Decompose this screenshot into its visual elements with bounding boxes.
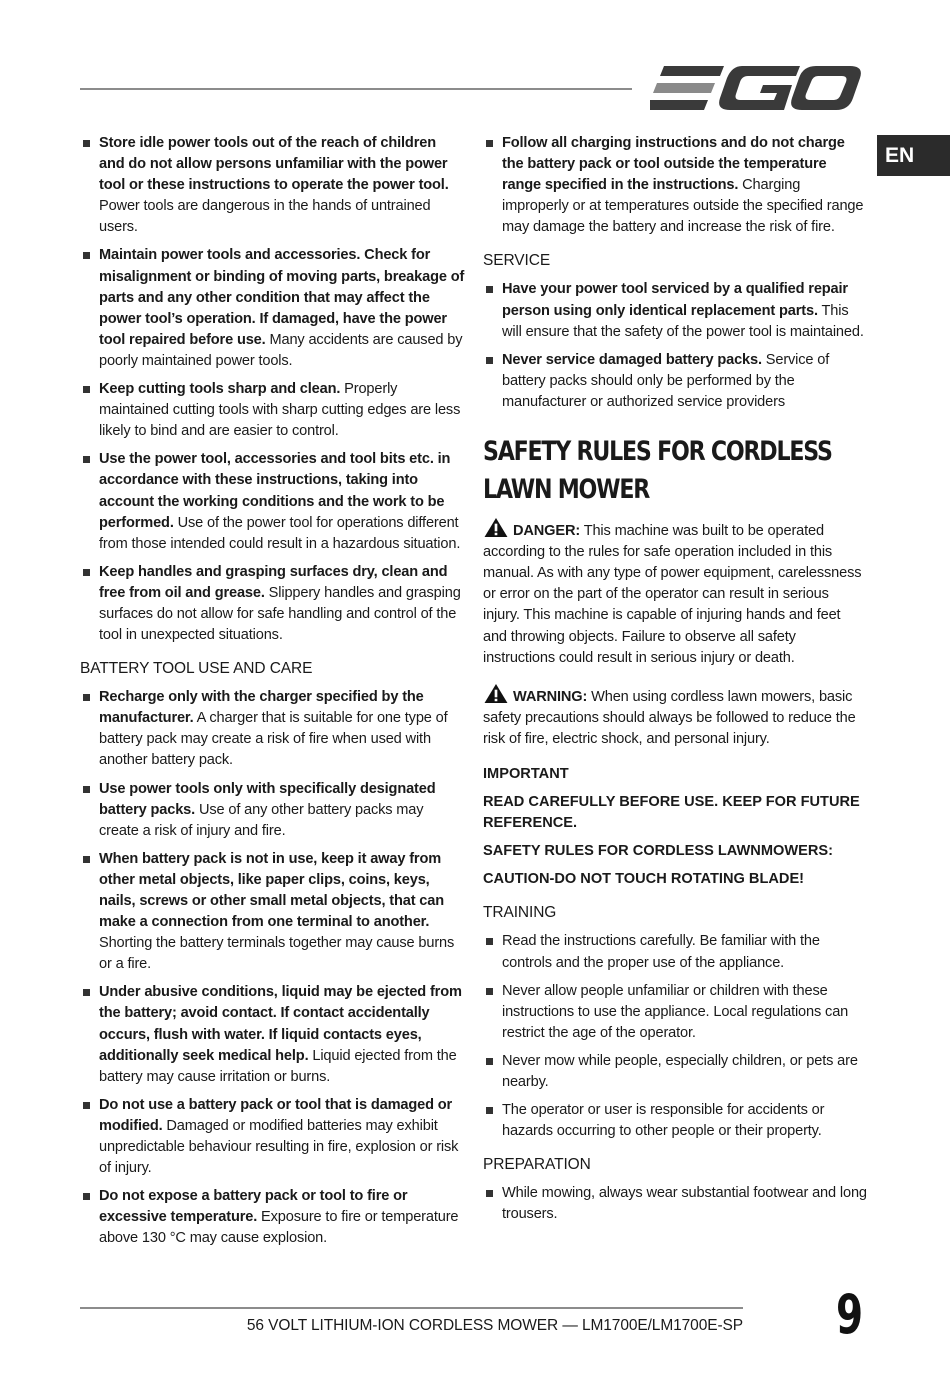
service-heading: SERVICE bbox=[483, 252, 551, 270]
item-bold-text: Have your power tool serviced by a qualified repair person using only identical replacement parts. bbox=[502, 281, 848, 319]
item-bold-text: Do not use a battery pack or tool that is damaged or modified. bbox=[99, 1096, 453, 1134]
section-title: SAFETY RULES FOR CORDLESS LAWN MOWER bbox=[483, 436, 832, 506]
list-item bbox=[483, 279, 868, 342]
footer-title: 56 VOLT LITHIUM-ION CORDLESS MOWER — LM1700E/LM1700E-SP bbox=[246, 1317, 743, 1334]
item-text: Use of the power tool for operations different from those intended could result in a hazardous situation. bbox=[99, 514, 461, 552]
ego-logo bbox=[650, 62, 862, 114]
danger-label: DANGER: bbox=[513, 523, 581, 540]
item-bold-text: Follow all charging instructions and do not charge the battery pack or tool outside the temperature range specified in the instructions. bbox=[502, 135, 845, 194]
square-bullet-icon bbox=[83, 140, 90, 147]
danger-paragraph bbox=[483, 517, 868, 669]
square-bullet-icon bbox=[486, 1058, 493, 1065]
list-item bbox=[80, 1186, 465, 1249]
item-text: This will ensure that the safety of the power tool is maintained. bbox=[502, 302, 864, 340]
danger-text: This machine was built to be operated according to the rules for safe operation included in this manual. As with any type of power equipment, carelessness or error on the part of the operator can result in serious injury. This machine is capable of injuring hands and feet and throwing objects. Failure to observe all safety instructions could result in serious injury or death. bbox=[483, 523, 862, 666]
square-bullet-icon bbox=[486, 140, 493, 147]
square-bullet-icon bbox=[486, 1190, 493, 1197]
item-bold-text: Recharge only with the charger specified by the manufacturer. bbox=[99, 689, 424, 727]
square-bullet-icon bbox=[486, 938, 493, 945]
list-item bbox=[80, 133, 465, 238]
item-bold-text: Keep cutting tools sharp and clean. bbox=[99, 381, 341, 398]
square-bullet-icon bbox=[486, 286, 493, 293]
square-bullet-icon bbox=[83, 386, 90, 393]
preparation-list bbox=[483, 1183, 868, 1225]
item-text: Damaged or modified batteries may exhibit unpredictable behaviour resulting in fire, explosion or risk of injury. bbox=[99, 1117, 459, 1177]
list-item bbox=[483, 931, 868, 973]
list-item bbox=[80, 245, 465, 372]
item-text: While mowing, always wear substantial footwear and long trousers. bbox=[502, 1185, 867, 1223]
square-bullet-icon bbox=[83, 252, 90, 259]
list-item bbox=[80, 379, 465, 442]
warning-paragraph bbox=[483, 683, 868, 750]
read-carefully-note: READ CAREFULLY BEFORE USE. KEEP FOR FUTURE REFERENCE. bbox=[483, 794, 860, 832]
list-item bbox=[483, 1051, 868, 1093]
item-text: The operator or user is responsible for accidents or hazards occurring to other people or their property. bbox=[502, 1102, 825, 1140]
list-item bbox=[80, 982, 465, 1087]
safety-list-charging bbox=[483, 133, 868, 238]
square-bullet-icon bbox=[486, 988, 493, 995]
preparation-heading: PREPARATION bbox=[483, 1156, 591, 1174]
list-item bbox=[80, 562, 465, 646]
square-bullet-icon bbox=[83, 1193, 90, 1200]
item-bold-text: When battery pack is not in use, keep it away from other metal objects, like paper clips, coins, keys, nails, screws or other small metal objects, that can make a connection from one terminal to another. bbox=[99, 850, 445, 931]
list-item bbox=[80, 779, 465, 842]
left-column bbox=[80, 133, 465, 1257]
item-text: Slippery handles and grasping surfaces do not allow for safe handling and control of the tool in unexpected situations. bbox=[99, 584, 461, 644]
square-bullet-icon bbox=[486, 1107, 493, 1114]
square-bullet-icon bbox=[83, 786, 90, 793]
item-text: Read the instructions carefully. Be familiar with the controls and the proper use of the appliance. bbox=[502, 933, 820, 971]
item-text: Never mow while people, especially children, or pets are nearby. bbox=[502, 1052, 858, 1090]
list-item bbox=[80, 687, 465, 771]
square-bullet-icon bbox=[486, 357, 493, 364]
item-bold-text: Under abusive conditions, liquid may be ejected from the battery; avoid contact. If contact accidentally occurs, flush with water. If liquid contacts eyes, additionally seek medical help. bbox=[99, 984, 462, 1064]
warning-triangle-icon bbox=[483, 517, 509, 538]
item-text: A charger that is suitable for one type of battery pack may create a risk of fire when used with another battery pack. bbox=[99, 710, 448, 769]
list-item bbox=[483, 981, 868, 1044]
warning-triangle-icon bbox=[483, 683, 509, 704]
item-text: Never allow people unfamiliar or children with these instructions to use the appliance. Local regulations can restrict the age of the operator. bbox=[502, 982, 849, 1041]
item-bold-text: Do not expose a battery pack or tool to fire or excessive temperature. bbox=[99, 1188, 408, 1226]
item-text: Many accidents are caused by poorly maintained power tools. bbox=[99, 331, 463, 369]
list-item bbox=[483, 1100, 868, 1142]
footer-rule bbox=[80, 1307, 743, 1309]
square-bullet-icon bbox=[83, 1102, 90, 1109]
item-bold-text: Store idle power tools out of the reach of children and do not allow persons unfamiliar with the power tool or these instructions to operate the power tool. bbox=[99, 135, 449, 194]
list-item bbox=[483, 133, 868, 238]
item-text: Exposure to fire or temperature above 130 °C may cause explosion. bbox=[99, 1209, 459, 1247]
item-text: Liquid ejected from the battery may cause irritation or burns. bbox=[99, 1047, 457, 1085]
page-number: 9 bbox=[836, 1283, 864, 1346]
item-text: Shorting the battery terminals together may cause burns or a fire. bbox=[99, 935, 455, 973]
safety-list-general bbox=[80, 133, 465, 646]
square-bullet-icon bbox=[83, 989, 90, 996]
warning-text: When using cordless lawn mowers, basic safety precautions should always be followed to reduce the risk of fire, electric shock, and personal injury. bbox=[483, 688, 856, 747]
list-item bbox=[80, 849, 465, 976]
square-bullet-icon bbox=[83, 694, 90, 701]
training-heading: TRAINING bbox=[483, 904, 557, 922]
item-bold-text: Use power tools only with specifically designated battery packs. bbox=[99, 780, 436, 818]
item-bold-text: Never service damaged battery packs. bbox=[502, 351, 762, 368]
item-bold-text: Use the power tool, accessories and tool bits etc. in accordance with these instructions, taking into account the working conditions and the work to be performed. bbox=[99, 451, 451, 531]
important-label: IMPORTANT bbox=[483, 765, 569, 782]
training-list bbox=[483, 931, 868, 1142]
item-bold-text: Maintain power tools and accessories. Check for misalignment or binding of moving parts, breakage of parts and any other condition that may affect the power tool’s operation. If damaged, have the power tool repaired before use. bbox=[99, 247, 465, 348]
safety-list-service bbox=[483, 279, 868, 413]
item-bold-text: Keep handles and grasping surfaces dry, clean and free from oil and grease. bbox=[99, 563, 448, 601]
battery-heading: BATTERY TOOL USE AND CARE bbox=[80, 660, 313, 678]
item-text: Charging improperly or at temperatures outside the specified range may damage the battery and increase the risk of fire. bbox=[502, 177, 864, 236]
list-item bbox=[80, 449, 465, 554]
language-tab[interactable]: EN bbox=[877, 135, 950, 176]
square-bullet-icon bbox=[83, 569, 90, 576]
list-item bbox=[483, 1183, 868, 1225]
square-bullet-icon bbox=[83, 856, 90, 863]
list-item bbox=[483, 350, 868, 413]
header-rule bbox=[80, 88, 632, 90]
list-item bbox=[80, 1095, 465, 1179]
caution-note: CAUTION-DO NOT TOUCH ROTATING BLADE! bbox=[483, 871, 805, 888]
safety-list-battery bbox=[80, 687, 465, 1249]
item-text: Properly maintained cutting tools with sharp cutting edges are less likely to bind and are easier to control. bbox=[99, 381, 461, 440]
item-text: Use of any other battery packs may create a risk of injury and fire. bbox=[99, 801, 424, 839]
right-column bbox=[483, 133, 868, 1232]
safety-rules-note: SAFETY RULES FOR CORDLESS LAWNMOWERS: bbox=[483, 843, 833, 860]
warning-label: WARNING: bbox=[513, 688, 588, 705]
item-text: Power tools are dangerous in the hands of untrained users. bbox=[99, 198, 431, 236]
item-text: Service of battery packs should only be performed by the manufacturer or authorized service providers bbox=[502, 351, 830, 410]
square-bullet-icon bbox=[83, 456, 90, 463]
